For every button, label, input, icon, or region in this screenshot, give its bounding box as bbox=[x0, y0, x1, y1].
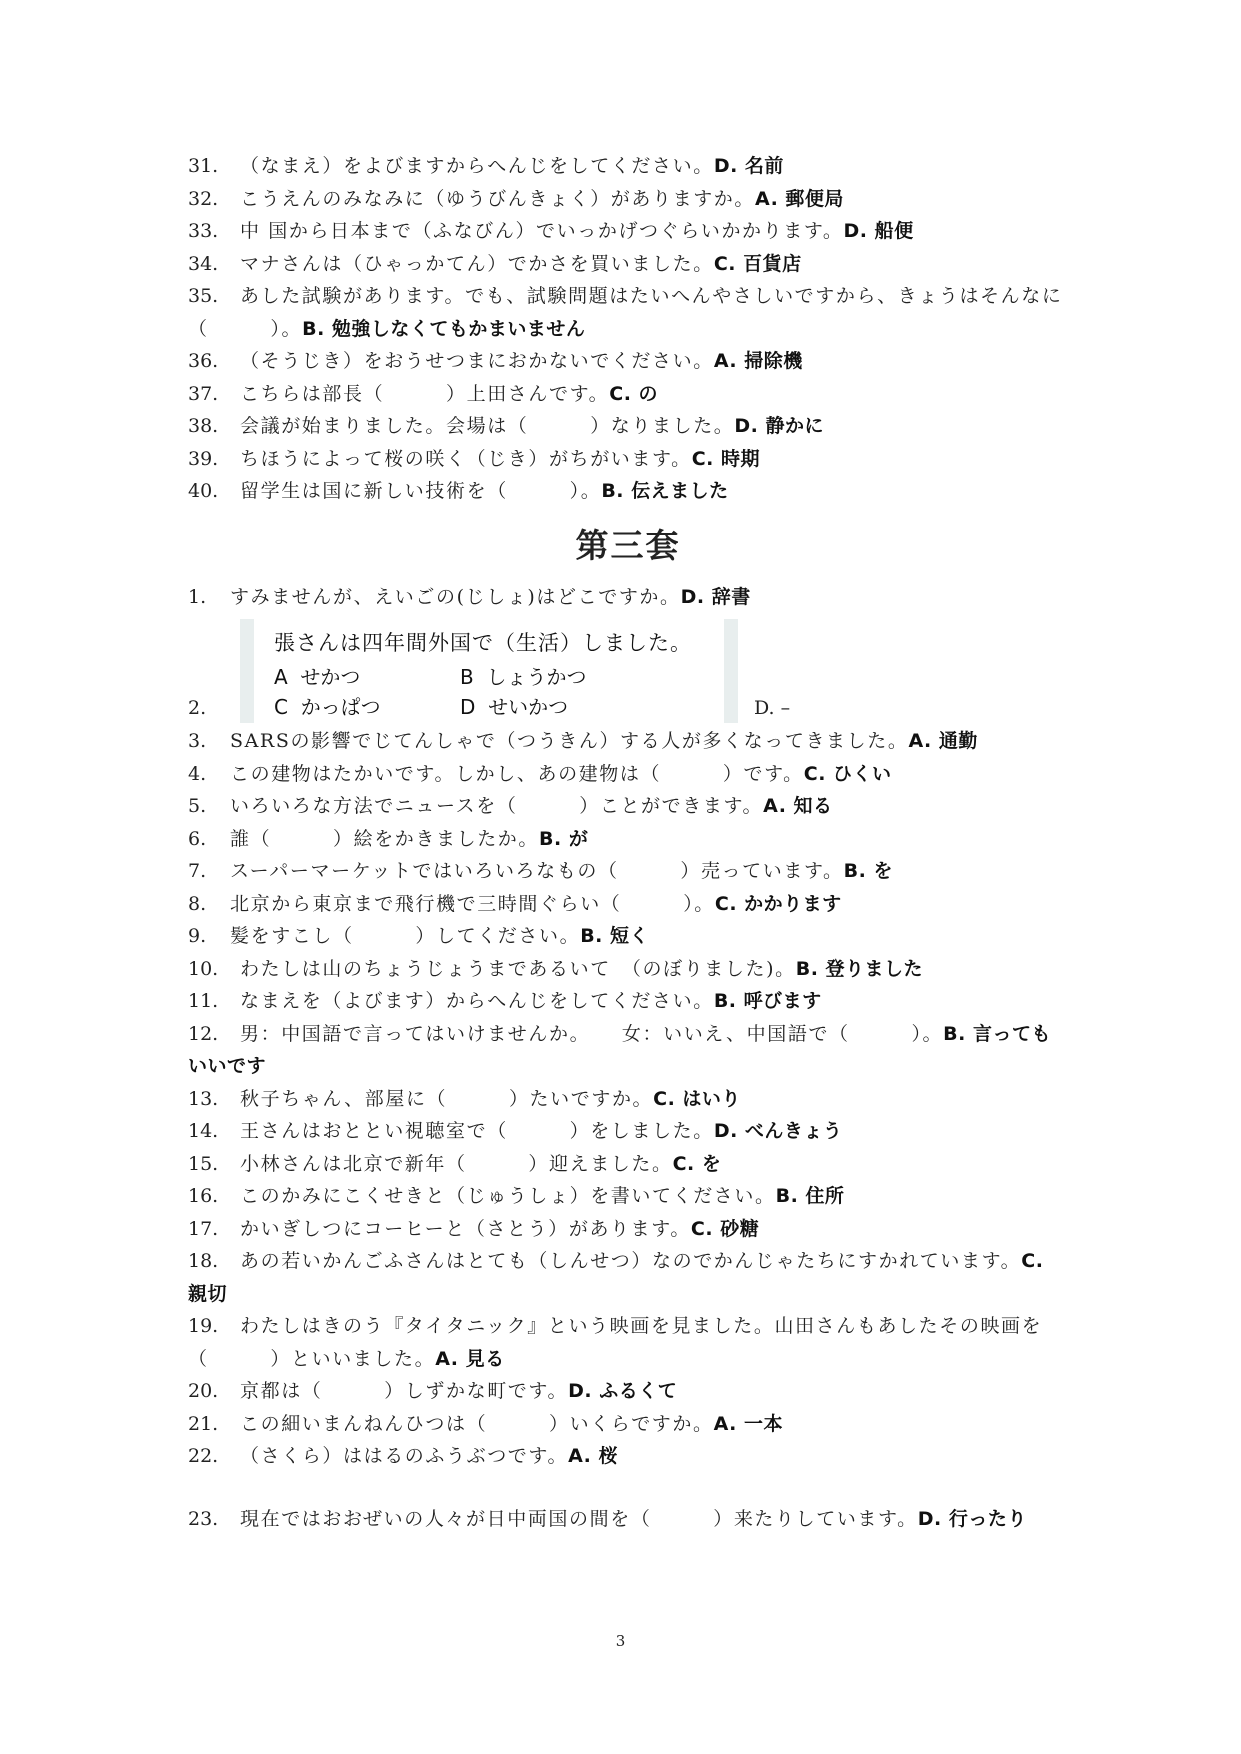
answer: D. – bbox=[754, 697, 791, 719]
answer: B. 言ってもいいです bbox=[188, 1022, 1051, 1077]
answer: A. 郵便局 bbox=[755, 187, 844, 210]
page-content bbox=[188, 150, 1068, 1535]
answer: B. 伝えました bbox=[601, 480, 729, 502]
answer: D. 名前 bbox=[713, 155, 784, 177]
option-c: C かっぱつ bbox=[274, 695, 381, 719]
question-17: 17. かいぎしつにコーヒーと（さとう）があります。C. 砂糖 bbox=[188, 1217, 760, 1240]
question-34: 34. マナさんは（ひゃっかてん）でかさを買いました。C. 百貨店 bbox=[188, 252, 802, 275]
answer: B. 住所 bbox=[775, 1185, 845, 1207]
question-6: 6. 誰（ ）絵をかきましたか。B. が bbox=[188, 827, 589, 850]
question-2: 2. 張さんは四年間外国で（生活）しました。 A せかつ B しょうかつ C かっぱつ D せいかつ D. – bbox=[188, 613, 1068, 725]
answer: D. ふるくて bbox=[568, 1380, 678, 1402]
answer: C. を bbox=[672, 1152, 722, 1175]
answer: B. 登りました bbox=[795, 957, 924, 980]
question-10: 10. わたしは山のちょうじょうまであるいて （のぼりました)。B. 登りました bbox=[188, 957, 924, 980]
answer: A. 知る bbox=[763, 795, 833, 817]
question-13: 13. 秋子ちゃん、部屋に（ ）たいですか。C. はいり bbox=[188, 1087, 741, 1110]
question-3: 3. SARSの影響でじてんしゃで（つうきん）する人が多くなってきました。A. 通勤 bbox=[188, 730, 978, 752]
question-22: 22. （さくら）ははるのふうぶつです。A. 桜 bbox=[188, 1445, 618, 1467]
answer: C. 百貨店 bbox=[713, 252, 802, 275]
question-39: 39. ちほうによって桜の咲く（じき）がちがいます。C. 時期 bbox=[188, 447, 760, 470]
question-18: 18. あの若いかんごふさんはとても（しんせつ）なのでかんじゃたちにすかれています。C. 親切 bbox=[188, 1250, 1044, 1305]
answer: C. 砂糖 bbox=[690, 1217, 760, 1240]
answer: C. 親切 bbox=[188, 1250, 1044, 1305]
question-38: 38. 会議が始まりました。会場は（ ）なりました。D. 静かに bbox=[188, 415, 825, 437]
answer: C. ひくい bbox=[803, 762, 892, 785]
question-1: 1. すみませんが、えいごの(じしょ)はどこですか。D. 辞書 bbox=[188, 585, 751, 608]
question-36: 36. （そうじき）をおうせつまにおかないでください。A. 掃除機 bbox=[188, 350, 803, 372]
answer: D. べんきょう bbox=[713, 1120, 843, 1142]
section-title: 第三套 bbox=[575, 525, 681, 565]
question-40: 40. 留学生は国に新しい技術を（ ）。B. 伝えました bbox=[188, 480, 729, 502]
question-7: 7. スーパーマーケットではいろいろなもの（ ）売っています。B. を bbox=[188, 860, 893, 882]
answer: D. 船便 bbox=[843, 220, 914, 242]
answer: C. の bbox=[609, 382, 659, 405]
question-12: 12. 男：中国語で言ってはいけませんか。 女：いいえ、中国語で（ ）。B. 言ってもいいです bbox=[188, 1022, 1051, 1077]
question-list-part1 bbox=[188, 150, 1068, 508]
answer: A. 一本 bbox=[713, 1412, 784, 1435]
answer: A. 見る bbox=[435, 1347, 505, 1370]
question-20: 20. 京都は（ ）しずかな町です。D. ふるくて bbox=[188, 1380, 678, 1402]
question-21: 21. この細いまんねんひつは（ ）いくらですか。A. 一本 bbox=[188, 1412, 784, 1435]
question-16: 16. このかみにこくせきと（じゅうしょ）を書いてください。B. 住所 bbox=[188, 1185, 845, 1207]
answer: C. 時期 bbox=[691, 447, 760, 470]
question-37: 37. こちらは部長（ ）上田さんです。C. の bbox=[188, 382, 659, 405]
question-5: 5. いろいろな方法でニュースを（ ）ことができます。A. 知る bbox=[188, 795, 833, 817]
option-b: B しょうかつ bbox=[460, 665, 587, 689]
answer: D. 静かに bbox=[734, 415, 825, 437]
option-d: D せいかつ bbox=[460, 695, 569, 719]
answer: C. かかります bbox=[714, 892, 842, 915]
answer: D. 辞書 bbox=[680, 585, 751, 608]
question-9: 9. 髪をすこし（ ）してください。B. 短く bbox=[188, 925, 650, 947]
question-15: 15. 小林さんは北京で新年（ ）迎えました。C. を bbox=[188, 1152, 722, 1175]
answer: B. が bbox=[539, 827, 589, 850]
question-33: 33. 中 国から日本まで（ふなびん）でいっかげつぐらいかかります。D. 船便 bbox=[188, 220, 914, 242]
question-35: 35. あした試験があります。でも、試験問題はたいへんやさしいですから、きょうはそんなに（ ）。B. 勉強しなくてもかまいません bbox=[188, 285, 1063, 340]
answer: B. 呼びます bbox=[713, 990, 822, 1012]
answer: B. を bbox=[843, 860, 893, 882]
answer: D. 行ったり bbox=[917, 1507, 1027, 1530]
question-list-part2 bbox=[188, 725, 1068, 1473]
question-32: 32. こうえんのみなみに（ゆうびんきょく）がありますか。A. 郵便局 bbox=[188, 187, 844, 210]
question-14: 14. 王さんはおととい視聴室で（ ）をしました。D. べんきょう bbox=[188, 1120, 843, 1142]
answer: C. はいり bbox=[653, 1087, 741, 1110]
question-19: 19. わたしはきのう『タイタニック』という映画を見ました。山田さんもあしたその映画を（ ）といいました。A. 見る bbox=[188, 1315, 1043, 1370]
question-8: 8. 北京から東京まで飛行機で三時間ぐらい（ ）。C. かかります bbox=[188, 892, 842, 915]
answer: B. 短く bbox=[580, 925, 650, 947]
question-23: 23. 現在ではおおぜいの人々が日中両国の間を（ ）来たりしています。D. 行ったり bbox=[188, 1507, 1027, 1530]
answer: A. 桜 bbox=[568, 1445, 618, 1467]
question-31: 31. （なまえ）をよびますからへんじをしてください。D. 名前 bbox=[188, 155, 784, 177]
question-4: 4. この建物はたかいです。しかし、あの建物は（ ）です。C. ひくい bbox=[188, 762, 892, 785]
spacer bbox=[188, 1473, 1068, 1503]
page-number: 3 bbox=[615, 1632, 626, 1650]
question-image: 張さんは四年間外国で（生活）しました。 A せかつ B しょうかつ C かっぱつ D せいかつ bbox=[240, 619, 738, 723]
question-11: 11. なまえを（よびます）からへんじをしてください。B. 呼びます bbox=[188, 990, 822, 1012]
answer: A. 通勤 bbox=[908, 730, 978, 752]
answer: A. 掃除機 bbox=[713, 350, 803, 372]
answer: B. 勉強しなくてもかまいません bbox=[302, 317, 586, 340]
option-a: A せかつ bbox=[274, 665, 361, 689]
